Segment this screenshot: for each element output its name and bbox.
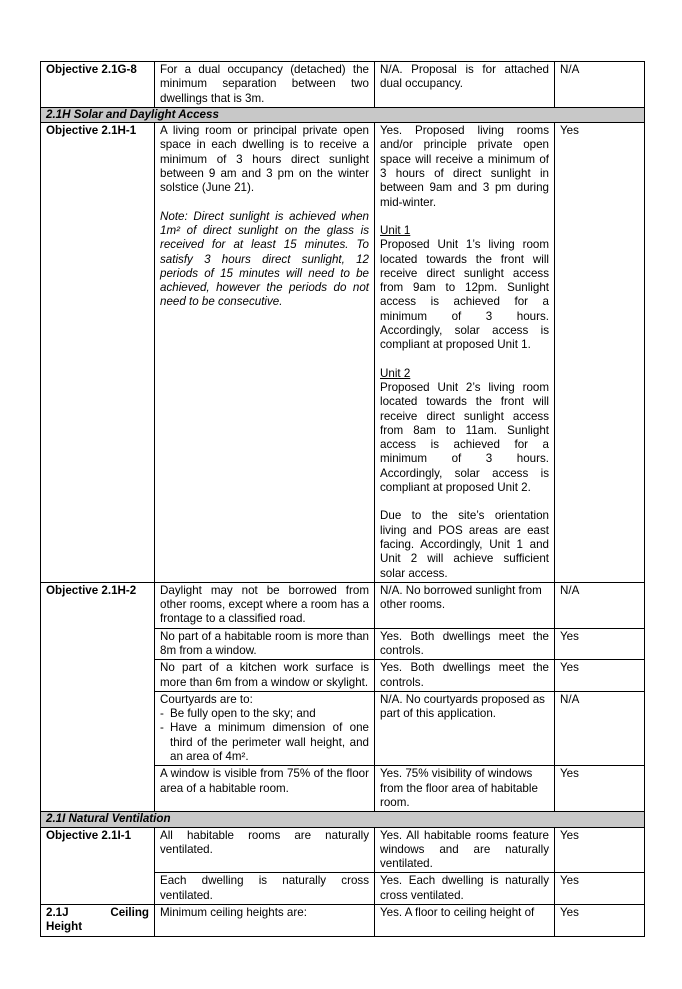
response-cell: Yes. Both dwellings meet the controls. <box>375 660 555 692</box>
objective-cell: Objective 2.1G-8 <box>41 62 155 108</box>
unit2-text: Proposed Unit 2’s living room located towards the front will receive direct sunlight access from 8am to 11am. Sunlight access is achieved for a minimum of 3 hours. Accordingly, solar access is compliant at proposed Unit 2. <box>380 380 549 495</box>
response-cell: N/A. No courtyards proposed as part of this application. <box>375 691 555 765</box>
response-cell: N/A. No borrowed sunlight from other rooms. <box>375 582 555 628</box>
response-cell: Yes. All habitable rooms feature windows and are naturally ventilated. <box>375 827 555 873</box>
objective-cell <box>41 905 155 937</box>
control-cell: A window is visible from 75% of the floor area of a habitable room. <box>155 766 375 812</box>
control-cell: All habitable rooms are naturally ventilated. <box>155 827 375 873</box>
complies-cell: N/A <box>555 582 645 628</box>
complies-cell: N/A <box>555 691 645 765</box>
complies-cell: N/A <box>555 62 645 108</box>
response-cell: Yes. A floor to ceiling height of <box>375 905 555 937</box>
unit1-text: Proposed Unit 1’s living room located towards the front will receive direct sunlight access from 9am to 12pm. Sunlight access is achieved for a minimum of 3 hours. Accordingly, solar access is compliant at proposed Unit 1. <box>380 238 549 352</box>
response-cell <box>375 123 555 583</box>
complies-cell: Yes <box>555 628 645 660</box>
table-row <box>41 905 645 937</box>
table-row <box>41 827 645 873</box>
control-cell: Each dwelling is naturally cross ventilated. <box>155 873 375 905</box>
table-row <box>41 123 645 583</box>
control-list <box>160 707 369 764</box>
complies-cell: Yes <box>555 873 645 905</box>
objective-cell: Objective 2.1H-1 <box>41 123 155 583</box>
complies-cell: Yes <box>555 660 645 692</box>
complies-cell: Yes <box>555 766 645 812</box>
objective-cell: Objective 2.1I-1 <box>41 827 155 904</box>
complies-cell: Yes <box>555 123 645 583</box>
compliance-table <box>40 61 645 937</box>
unit2-heading: Unit 2 <box>380 366 411 380</box>
response-intro: Yes. Proposed living rooms and/or principle private open space will receive a minimum of 3 hours of direct sunlight in between 9am and 3 pm during mid-winter. <box>380 124 549 209</box>
response-cell: Yes. 75% visibility of windows from the floor area of habitable room. <box>375 766 555 812</box>
complies-cell: Yes <box>555 827 645 873</box>
control-cell: For a dual occupancy (detached) the minimum separation between two dwellings that is 3m. <box>155 62 375 108</box>
response-cell: Yes. Both dwellings meet the controls. <box>375 628 555 660</box>
control-cell <box>155 691 375 765</box>
control-intro: Courtyards are to: <box>160 692 253 706</box>
response-cell: N/A. Proposal is for attached dual occupancy. <box>375 62 555 108</box>
list-item: - Have a minimum dimension of one third of the perimeter wall height, and an area of 4m². <box>160 721 369 764</box>
section-header-row <box>41 812 645 827</box>
control-note: Note: Direct sunlight is achieved when 1m² of direct sunlight on the glass is received for at least 15 minutes. To satisfy 3 hours direct sunlight, 12 periods of 15 minutes will need to be achieved, however the periods do not need to be consecutive. <box>160 209 369 309</box>
response-outro: Due to the site’s orientation living and POS areas are east facing. Accordingly, Unit 1 and Unit 2 will achieve sufficient solar access. <box>380 509 549 580</box>
section-heading: 2.1H Solar and Daylight Access <box>41 107 645 122</box>
control-cell: No part of a habitable room is more than 8m from a window. <box>155 628 375 660</box>
list-item: - Be fully open to the sky; and <box>160 707 369 721</box>
table-row <box>41 62 645 108</box>
table-row <box>41 582 645 628</box>
objective-cell: Objective 2.1H-2 <box>41 582 155 811</box>
objective-code: 2.1J <box>46 906 69 920</box>
objective-word: Height <box>46 920 83 934</box>
control-cell: Minimum ceiling heights are: <box>155 905 375 937</box>
control-cell <box>155 123 375 583</box>
complies-cell: Yes <box>555 905 645 937</box>
section-header-row <box>41 107 645 122</box>
control-text: A living room or principal private open space in each dwelling is to receive a minimum of 3 hours direct sunlight between 9 am and 3 pm on the winter solstice (June 21). <box>160 124 369 195</box>
response-cell: Yes. Each dwelling is naturally cross ventilated. <box>375 873 555 905</box>
section-heading: 2.1I Natural Ventilation <box>41 812 645 827</box>
control-cell: Daylight may not be borrowed from other rooms, except where a room has a frontage to a classified road. <box>155 582 375 628</box>
unit1-heading: Unit 1 <box>380 223 411 237</box>
control-cell: No part of a kitchen work surface is more than 6m from a window or skylight. <box>155 660 375 692</box>
objective-word: Ceiling <box>110 906 149 920</box>
